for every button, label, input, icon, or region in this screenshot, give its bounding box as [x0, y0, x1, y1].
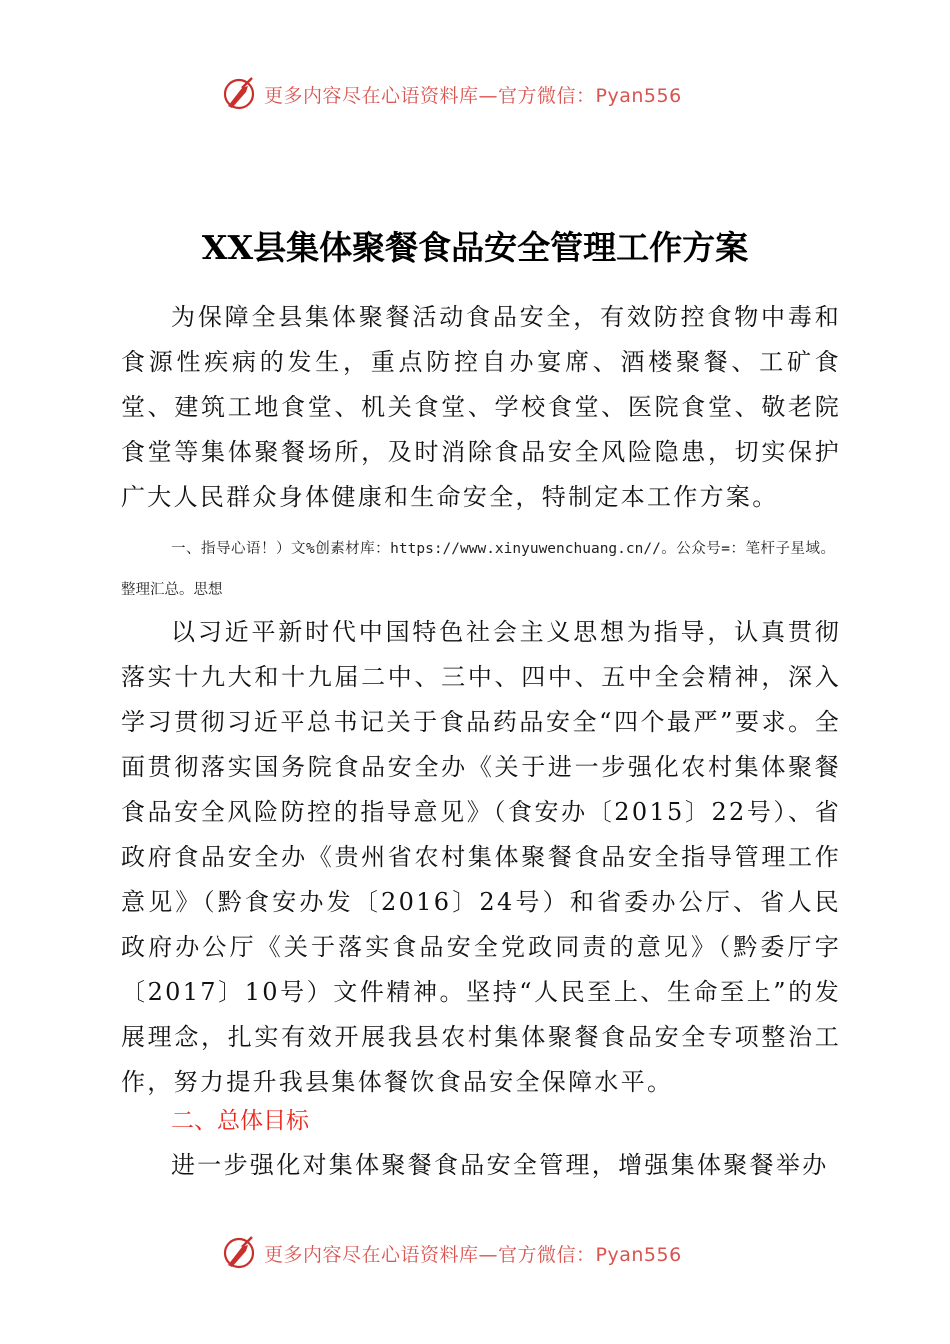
section1-heading-note: 一、指导心语！）文%创素材库：https://www.xinyuwenchuang.cn//。公众号=：笔杆子星域。整理汇总。思想 — [121, 541, 835, 598]
section2-body-paragraph: 进一步强化对集体聚餐食品安全管理，增强集体聚餐举办 — [171, 1151, 829, 1179]
footer-banner-text: 更多内容尽在心语资料库—官方微信：Pyan556 — [264, 1243, 682, 1266]
header-banner-text: 更多内容尽在心语资料库—官方微信：Pyan556 — [264, 84, 682, 107]
pen-logo-icon — [222, 76, 258, 112]
section2-heading: 二、总体目标 — [171, 1108, 309, 1134]
intro-paragraph: 为保障全县集体聚餐活动食品安全，有效防控食物中毒和食源性疾病的发生，重点防控自办宴席、酒楼聚餐、工矿食堂、建筑工地食堂、机关食堂、学校食堂、医院食堂、敬老院食堂等集体聚餐场所，及时消除食品安全风险隐患，切实保护广大人民群众身体健康和生命安全，特制定本工作方案。 — [121, 303, 841, 511]
document-title: XX县集体聚餐食品安全管理工作方案 — [201, 228, 749, 267]
pen-logo-icon — [222, 1235, 258, 1271]
footer-banner — [222, 1233, 742, 1273]
header-banner — [222, 74, 742, 114]
section1-body-paragraph: 以习近平新时代中国特色社会主义思想为指导，认真贯彻落实十九大和十九届二中、三中、四中、五中全会精神，深入学习贯彻习近平总书记关于食品药品安全“四个最严”要求。全面贯彻落实国务院食品安全办《关于进一步强化农村集体聚餐食品安全风险防控的指导意见》（食安办〔2015〕22号）、省政府食品安全办《贵州省农村集体聚餐食品安全指导管理工作意见》（黔食安办发〔2016〕24号）和省委办公厅、省人民政府办公厅《关于落实食品安全党政同责的意见》（黔委厅字〔2017〕10号）文件精神。坚持“人民至上、生命至上”的发展理念，扎实有效开展我县农村集体聚餐食品安全专项整治工作，努力提升我县集体餐饮食品安全保障水平。 — [121, 618, 841, 1096]
